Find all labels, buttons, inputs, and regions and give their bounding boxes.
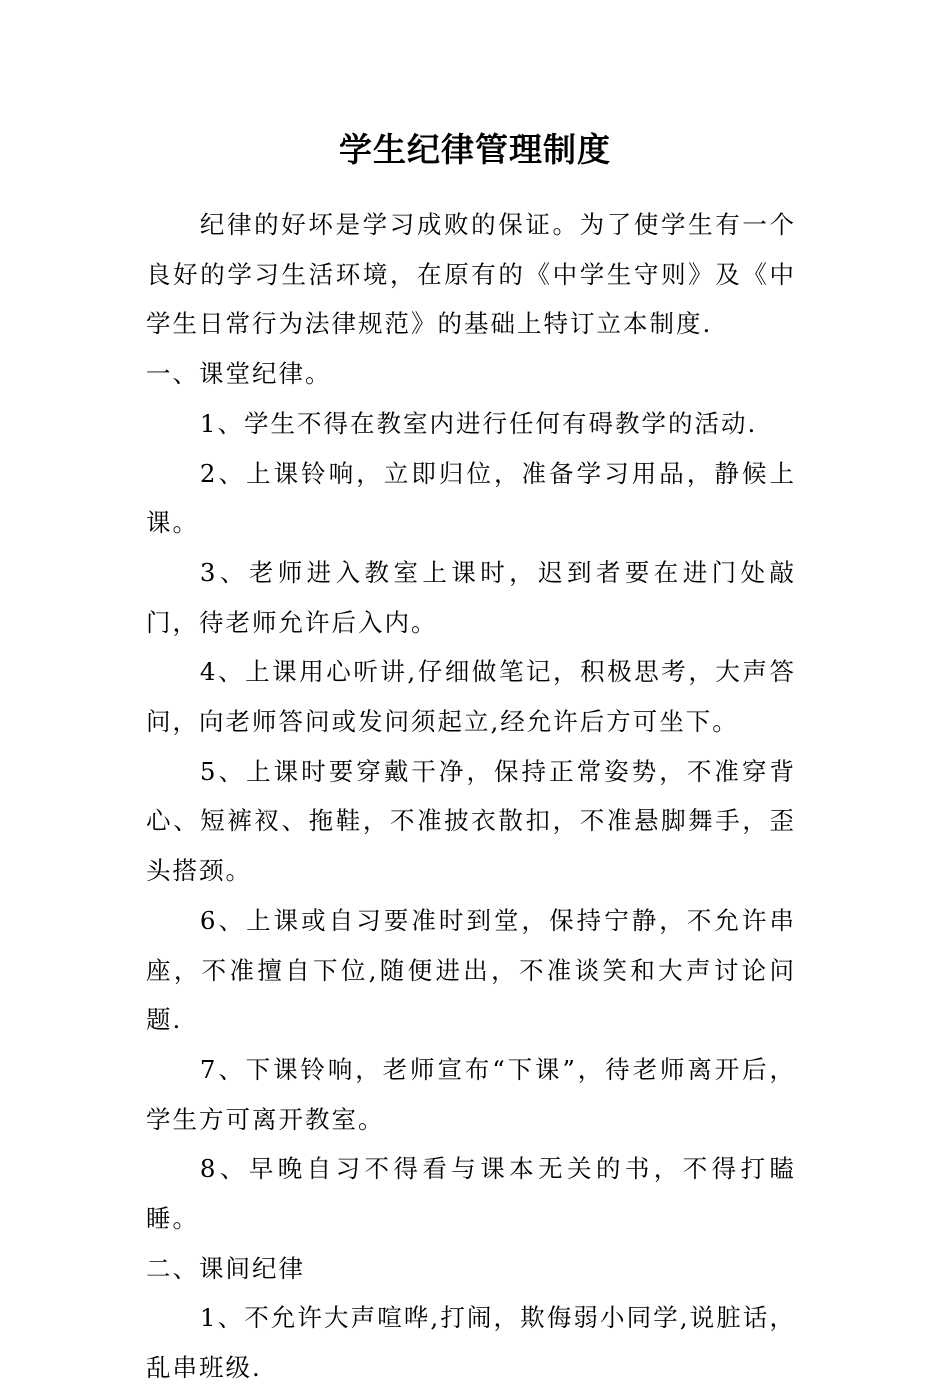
intro-paragraph: 纪律的好坏是学习成败的保证。为了使学生有一个良好的学习生活环境，在原有的《中学生守则》及《中学生日常行为法律规范》的基础上特订立本制度.: [146, 210, 796, 339]
rule-item: 7、下课铃响，老师宣布“下课”，待老师离开后，学生方可离开教室。: [146, 1054, 796, 1134]
section-heading-break: 二、课间纪律: [146, 1253, 305, 1283]
document-title: 学生纪律管理制度: [339, 130, 611, 169]
rule-item: 5、上课时要穿戴干净，保持正常姿势，不准穿背心、短裤衩、拖鞋，不准披衣散扣，不准悬脚舞手，歪头搭颈。: [146, 756, 796, 886]
rule-item: 3、老师进入教室上课时，迟到者要在进门处敲门，待老师允许后入内。: [146, 557, 796, 637]
rule-item: 1、学生不得在教室内进行任何有碍教学的活动.: [199, 408, 758, 438]
rule-item: 8、早晚自习不得看与课本无关的书，不得打瞌睡。: [146, 1154, 796, 1234]
rule-item: 1、不允许大声喧哗,打闹，欺侮弱小同学,说脏话，乱串班级.: [146, 1303, 796, 1383]
section-heading-classroom: 一、课堂纪律。: [146, 359, 332, 389]
rule-item: 4、上课用心听讲,仔细做笔记，积极思考，大声答问，向老师答问或发问须起立,经允许后方可坐下。: [146, 657, 796, 737]
document-body: [146, 200, 796, 1393]
rule-item: 2、上课铃响，立即归位，准备学习用品，静候上课。: [146, 458, 796, 538]
rule-item: 6、上课或自习要准时到堂，保持宁静，不允许串座，不准擅自下位,随便进出，不准谈笑和大声讨论问题.: [146, 905, 796, 1035]
